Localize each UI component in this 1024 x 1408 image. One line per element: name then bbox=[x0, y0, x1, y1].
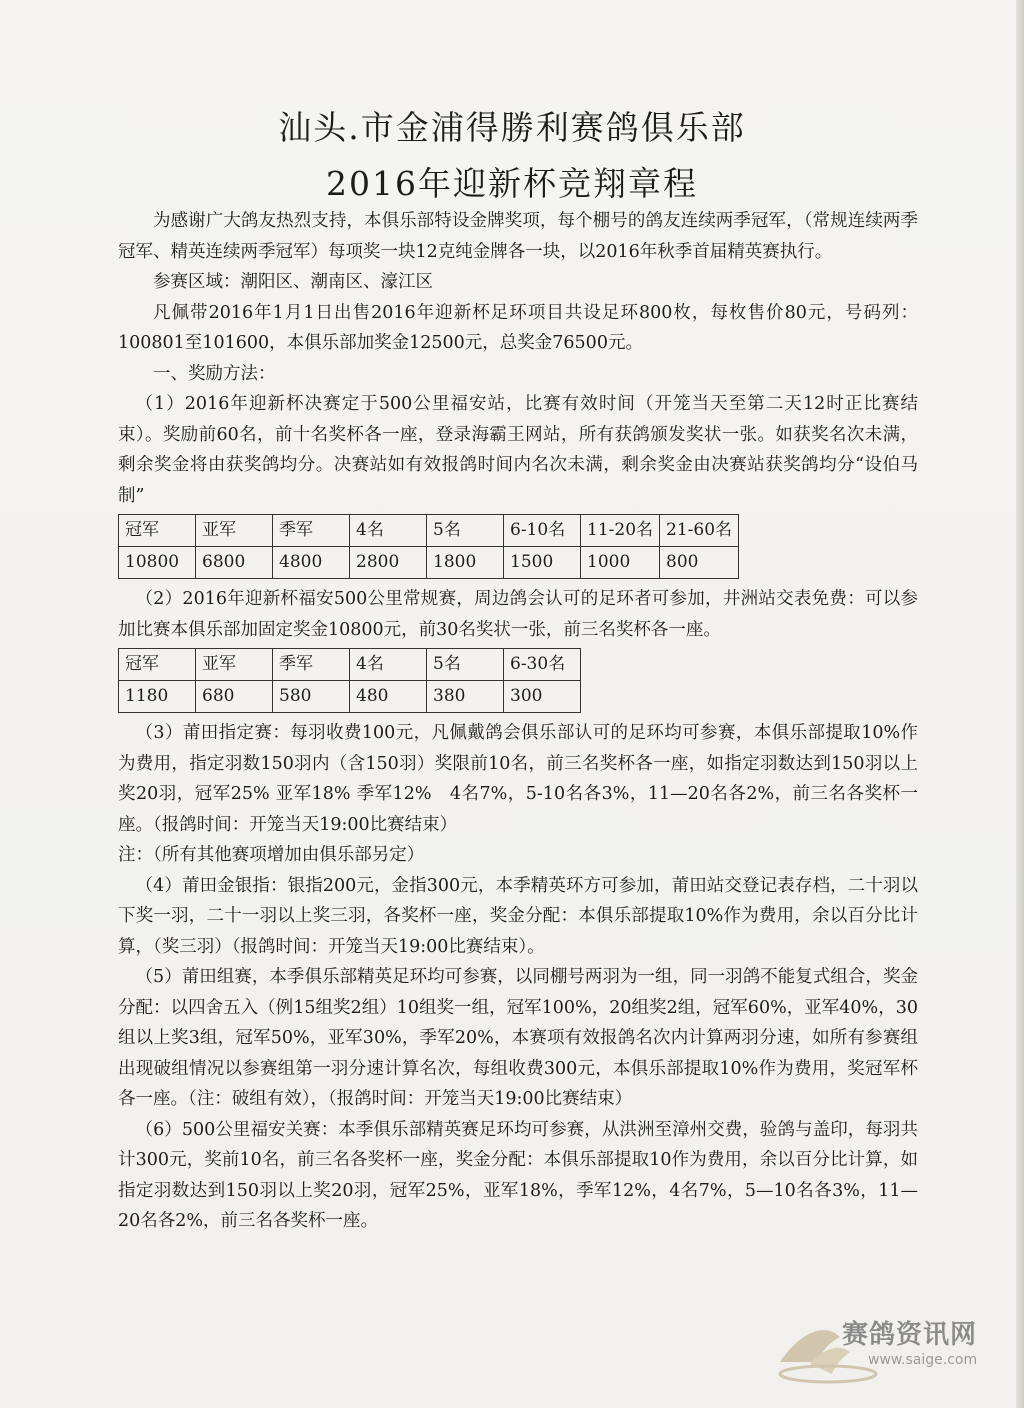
table-cell: 季军 bbox=[273, 649, 350, 681]
table-row bbox=[119, 547, 739, 579]
table-cell: 4名 bbox=[350, 515, 427, 547]
item4-paragraph: （4）莆田金银指：银指200元，金指300元，本季精英环方可参加，莆田站交登记表存档，二十羽以下奖一羽，二十一羽以上奖三羽，各奖杯一座，奖金分配：本俱乐部提取10%作为费用，余以百分比计算，（奖三羽）（报鸽时间：开笼当天19:00比赛结束）。 bbox=[118, 875, 918, 957]
section-heading: 一、奖励方法： bbox=[153, 363, 276, 384]
item1-paragraph: （1）2016年迎新杯决赛定于500公里福安站，比赛有效时间（开笼当天至第二天12时正比赛结束）。奖励前60名，前十名奖杯各一座，登录海霸王网站，所有获鸽颁发奖状一张。如获奖名次未满，剩余奖金将由获奖鸽均分。决赛站如有效报鸽时间内名次未满，剩余奖金由决赛站获奖鸽均分“设伯马制” bbox=[118, 394, 918, 506]
table-cell: 季军 bbox=[273, 515, 350, 547]
table-cell: 冠军 bbox=[119, 649, 196, 681]
table-row bbox=[119, 681, 581, 713]
item5-paragraph: （5）莆田组赛，本季俱乐部精英足环均可参赛，以同棚号两羽为一组，同一羽鸽不能复式组合，奖金分配：以四舍五入（例15组奖2组）10组奖一组，冠军100%，20组奖2组，冠军60%，亚军40%，30组以上奖3组，冠军50%，亚军30%，季军20%，本赛项有效报鸽名次内计算两羽分速，如所有参赛组出现破组情况以参赛组第一羽分速计算名次，每组收费300元，本俱乐部提取10%作为费用，奖冠军杯各一座。（注：破组有效），（报鸽时间：开笼当天19:00比赛结束） bbox=[118, 967, 918, 1109]
item2-paragraph: （2）2016年迎新杯福安500公里常规赛，周边鸽会认可的足环者可参加，井洲站交表免费：可以参加比赛本俱乐部加固定奖金10800元，前30名奖状一张，前三名奖杯各一座。 bbox=[118, 589, 918, 640]
table-cell: 11-20名 bbox=[581, 515, 660, 547]
prize-table-regular bbox=[118, 648, 581, 713]
table-cell: 5名 bbox=[427, 649, 504, 681]
table-cell: 5名 bbox=[427, 515, 504, 547]
intro-paragraph: 为感谢广大鸽友热烈支持，本俱乐部特设金牌奖项，每个棚号的鸽友连续两季冠军，（常规连续两季冠军、精英连续两季冠军）每项奖一块12克纯金牌各一块，以2016年秋季首届精英赛执行。 bbox=[118, 211, 918, 262]
table-cell: 4800 bbox=[273, 547, 350, 579]
region-paragraph: 参赛区域：潮阳区、潮南区、濠江区 bbox=[153, 272, 433, 292]
note-paragraph: 注：（所有其他赛项增加由俱乐部另定） bbox=[118, 845, 425, 865]
table-cell: 580 bbox=[273, 681, 350, 713]
table-cell: 680 bbox=[196, 681, 273, 713]
table-cell: 800 bbox=[660, 547, 739, 579]
table-cell: 1180 bbox=[119, 681, 196, 713]
table-cell: 6-30名 bbox=[504, 649, 581, 681]
table-cell: 480 bbox=[350, 681, 427, 713]
table-cell: 6800 bbox=[196, 547, 273, 579]
table-cell: 亚军 bbox=[196, 649, 273, 681]
table-cell: 1800 bbox=[427, 547, 504, 579]
doc-body bbox=[118, 206, 918, 1237]
table-header-row bbox=[119, 649, 581, 681]
table-cell: 10800 bbox=[119, 547, 196, 579]
ring-info-paragraph: 凡佩带2016年1月1日出售2016年迎新杯足环项目共设足环800枚，每枚售价80元，号码列：100801至101600，本俱乐部加奖金12500元，总奖金76500元。 bbox=[118, 302, 918, 353]
prize-table-final bbox=[118, 514, 739, 579]
table-header-row bbox=[119, 515, 739, 547]
table-cell: 亚军 bbox=[196, 515, 273, 547]
table-cell: 4名 bbox=[350, 649, 427, 681]
page-edge-shadow bbox=[1016, 0, 1024, 1408]
item3-paragraph: （3）莆田指定赛：每羽收费100元，凡佩戴鸽会俱乐部认可的足环均可参赛，本俱乐部提取10%作为费用，指定羽数150羽内（含150羽）奖限前10名，前三名奖杯各一座，如指定羽数达到150羽以上奖20羽，冠军25% 亚军18% 季军12% 4名7%，5-10名各3%，11—20名各2%，前三名各奖杯一座。（报鸽时间：开笼当天19:00比赛结束） bbox=[118, 723, 918, 835]
table-cell: 380 bbox=[427, 681, 504, 713]
item6-paragraph: （6）500公里福安关赛：本季俱乐部精英赛足环均可参赛，从洪洲至漳州交费，验鸽与盖印，每羽共计300元，奖前10名，前三名各奖杯一座，奖金分配：本俱乐部提取10作为费用，余以百分比计算，如指定羽数达到150羽以上奖20羽，冠军25%，亚军18%，季军12%，4名7%，5—10名各3%，11—20名各2%，前三名各奖杯一座。 bbox=[118, 1119, 918, 1231]
watermark-url: www.saige.com bbox=[868, 1352, 978, 1368]
table-cell: 1500 bbox=[504, 547, 581, 579]
table-cell: 2800 bbox=[350, 547, 427, 579]
table-cell: 6-10名 bbox=[504, 515, 581, 547]
doc-title-line2: 2016年迎新杯竞翔章程 bbox=[326, 164, 698, 203]
table-cell: 300 bbox=[504, 681, 581, 713]
table-cell: 21-60名 bbox=[660, 515, 739, 547]
table-cell: 1000 bbox=[581, 547, 660, 579]
table-cell: 冠军 bbox=[119, 515, 196, 547]
doc-title-line1: 汕头.市金浦得勝利赛鸽俱乐部 bbox=[278, 108, 746, 147]
watermark-name: 赛鸽资讯网 bbox=[842, 1320, 978, 1350]
